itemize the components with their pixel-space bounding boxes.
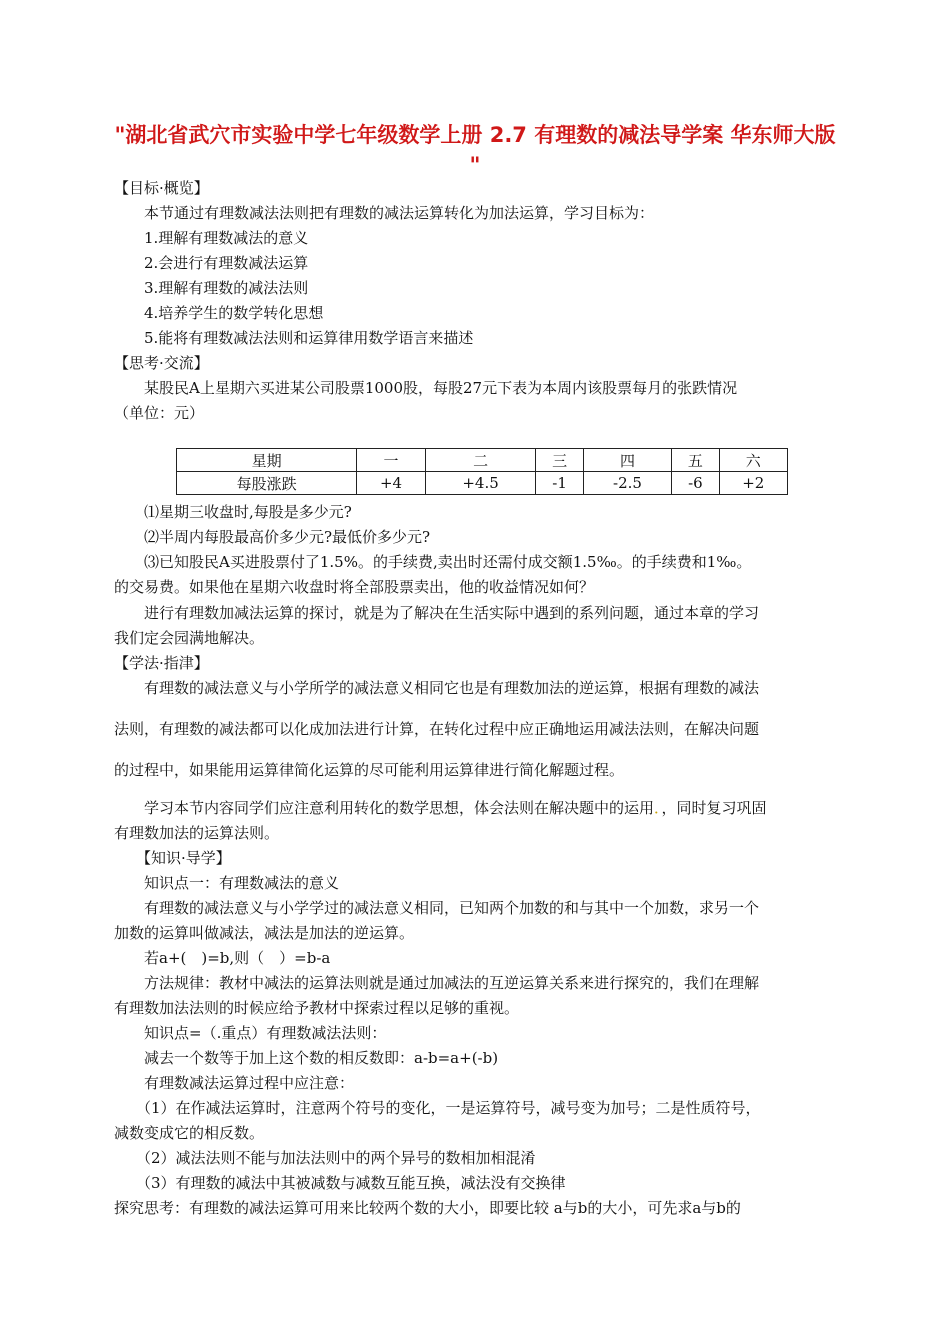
method-text: 学习本节内容同学们应注意利用转化的数学思想，体会法则在解决题中的运用	[144, 799, 655, 817]
method-paragraph-2b: 有理数加法的运算法则。	[114, 824, 280, 842]
question-2: ⑵半周内每股最高价多少元?最低价多少元?	[144, 528, 431, 546]
goal-item-1: 1.理解有理数减法的意义	[144, 229, 309, 247]
question-3b: 的交易费。如果他在星期六收盘时将全部股票卖出，他的收益情况如何？	[114, 578, 595, 596]
note-1b: 减数变成它的相反数。	[114, 1124, 265, 1142]
method-rule-a: 方法规律：教材中减法的运算法则就是通过加减法的互逆运算关系来进行探究的，我们在理解	[144, 974, 760, 992]
table-cell: 三	[536, 449, 583, 472]
table-cell: -2.5	[583, 472, 672, 495]
knowledge-point-1: 知识点一：有理数减法的意义	[144, 874, 340, 892]
think-paragraph-2b: 我们定会园满地解决。	[114, 629, 265, 647]
document-title: "湖北省武穴市实验中学七年级数学上册 2.7 有理数的减法导学案 华东师大版 "	[114, 123, 836, 177]
table-cell: +4.5	[425, 472, 536, 495]
method-text-end: ，同时复习巩固	[661, 799, 767, 817]
method-paragraph-2a	[114, 796, 868, 821]
punctuation-mark: ．	[654, 799, 662, 817]
table-cell: 四	[583, 449, 672, 472]
knowledge-point-2: 知识点=（.重点）有理数减法法则：	[144, 1024, 387, 1042]
goal-item-2: 2.会进行有理数减法运算	[144, 254, 309, 272]
table-header-row	[177, 449, 788, 472]
knowledge-formula: 若a+( )=b,则（ ）=b-a	[144, 949, 331, 967]
method-paragraph-line-3: 的过程中，如果能用运算律简化运算的尽可能利用运算律进行简化解题过程。	[114, 761, 625, 779]
knowledge-paragraph-1a: 有理数的减法意义与小学学过的减法意义相同，已知两个加数的和与其中一个加数，求另一个	[144, 899, 760, 917]
table-cell: -1	[536, 472, 583, 495]
method-paragraph-line-1: 有理数的减法意义与小学所学的减法意义相同它也是有理数加法的逆运算，根据有理数的减法	[144, 679, 760, 697]
goal-intro: 本节通过有理数减法法则把有理数的减法运算转化为加法运算，学习目标为：	[144, 204, 655, 222]
table-cell: 二	[425, 449, 536, 472]
note-2: （2）减法法则不能与加法法则中的两个异号的数相加相混淆	[136, 1149, 536, 1167]
table-cell: 五	[672, 449, 719, 472]
stock-change-table	[176, 448, 788, 495]
goal-item-5: 5.能将有理数减法法则和运算律用数学语言来描述	[144, 329, 474, 347]
goal-item-4: 4.培养学生的数学转化思想	[144, 304, 324, 322]
subtraction-rule: 减去一个数等于加上这个数的相反数即：a-b=a+(-b)	[144, 1049, 499, 1067]
table-cell: +4	[357, 472, 425, 495]
explore-thinking: 探究思考：有理数的减法运算可用来比较两个数的大小，即要比较 a与b的大小，可先求a与b的	[114, 1199, 741, 1217]
method-rule-b: 有理数加法法则的时候应给予教材中探索过程以足够的重视。	[114, 999, 520, 1017]
table-cell: 星期	[177, 449, 357, 472]
table-cell: 六	[719, 449, 787, 472]
table-row	[177, 472, 788, 495]
section-header-goal: 【目标·概览】	[114, 179, 209, 197]
section-header-method: 【学法·指津】	[114, 654, 209, 672]
goal-item-3: 3.理解有理数的减法法则	[144, 279, 309, 297]
note-3: （3）有理数的减法中其被减数与减数互能互换，减法没有交换律	[136, 1174, 566, 1192]
table-cell: +2	[719, 472, 787, 495]
table-cell: 一	[357, 449, 425, 472]
knowledge-paragraph-1b: 加数的运算叫做减法，减法是加法的逆运算。	[114, 924, 415, 942]
section-header-knowledge: 【知识·导学】	[136, 849, 231, 867]
note-1a: （1）在作减法运算时，注意两个符号的变化，一是运算符号，减号变为加号；二是性质符号，	[136, 1099, 761, 1117]
think-paragraph-1b: （单位：元）	[114, 404, 205, 422]
notes-intro: 有理数减法运算过程中应注意：	[144, 1074, 355, 1092]
section-header-think: 【思考·交流】	[114, 354, 209, 372]
think-paragraph-1a: 某股民A上星期六买进某公司股票1000股，每股27元下表为本周内该股票每月的张跌情况	[144, 379, 738, 397]
table-cell: 每股涨跌	[177, 472, 357, 495]
think-paragraph-2a: 进行有理数加减法运算的探讨，就是为了解决在生活实际中遇到的系列问题，通过本章的学习	[144, 604, 760, 622]
table-cell: -6	[672, 472, 719, 495]
question-3a: ⑶已知股民A买进股票付了1.5%。的手续费,卖出时还需付成交额1.5‰。的手续费和1‰。	[144, 553, 752, 571]
question-1: ⑴星期三收盘时,每股是多少元?	[144, 503, 352, 521]
method-paragraph-line-2: 法则，有理数的减法都可以化成加法进行计算，在转化过程中应正确地运用减法法则，在解决问题	[114, 720, 760, 738]
